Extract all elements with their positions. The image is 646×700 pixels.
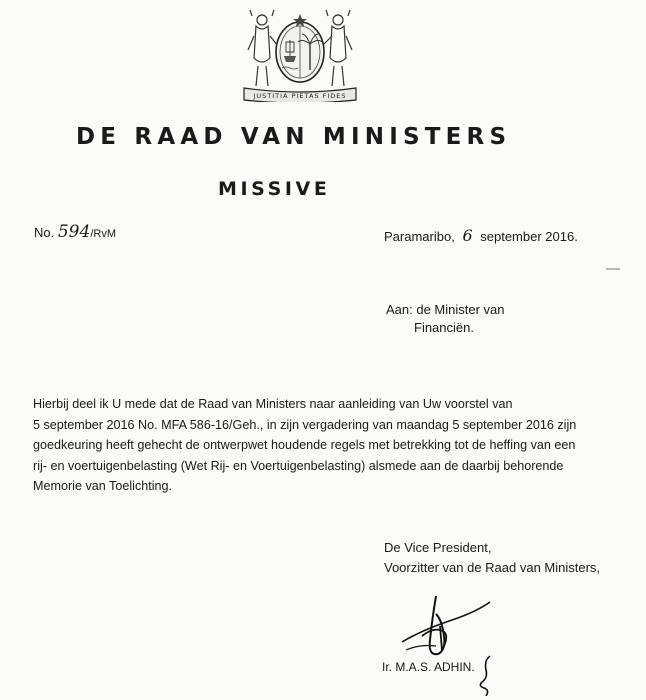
- body-line: rij- en voertuigenbelasting (Wet Rij- en Voertuigenbelasting) alsmede aan de daarbij behorende: [33, 458, 564, 473]
- signature-flourish: [474, 652, 500, 696]
- document-type: MISSIVE: [218, 178, 331, 200]
- scan-mark: [606, 268, 620, 270]
- body-paragraph: [33, 394, 613, 497]
- signatory-function: Voorzitter van de Raad van Ministers,: [384, 560, 601, 575]
- body-line: goedkeuring heeft gehecht de ontwerpwet houdende regels met betrekking tot de heffing van een: [33, 438, 576, 452]
- coat-of-arms-seal: [240, 6, 360, 102]
- reference-suffix: /RvM: [90, 228, 116, 240]
- reference-handwritten-number: 594: [57, 222, 91, 242]
- dateline-place: Paramaribo,: [384, 229, 455, 244]
- svg-text:JUSTITIA PIETAS FIDES: JUSTITIA PIETAS FIDES: [253, 92, 347, 100]
- reference-prefix: No.: [34, 225, 55, 240]
- dateline-month-year: september 2016.: [480, 229, 578, 244]
- dateline: [384, 226, 578, 245]
- body-line: Hierbij deel ik U mede dat de Raad van Ministers naar aanleiding van Uw voorstel van: [33, 397, 513, 411]
- body-line: Memorie van Toelichting.: [33, 479, 173, 493]
- page-title: DE RAAD VAN MINISTERS: [76, 124, 512, 150]
- dateline-handwritten-day: 6: [462, 226, 473, 245]
- recipient-line-2: Financiën.: [414, 320, 474, 335]
- reference-number: [34, 222, 116, 242]
- signatory-title: De Vice President,: [384, 540, 492, 555]
- body-line: 5 september 2016 No. MFA 586-16/Geh., in zijn vergadering van maandag 5 september 2016 zijn: [33, 417, 577, 432]
- signatory-name: Ir. M.A.S. ADHIN.: [382, 660, 475, 674]
- recipient-line-1: Aan: de Minister van: [386, 302, 505, 317]
